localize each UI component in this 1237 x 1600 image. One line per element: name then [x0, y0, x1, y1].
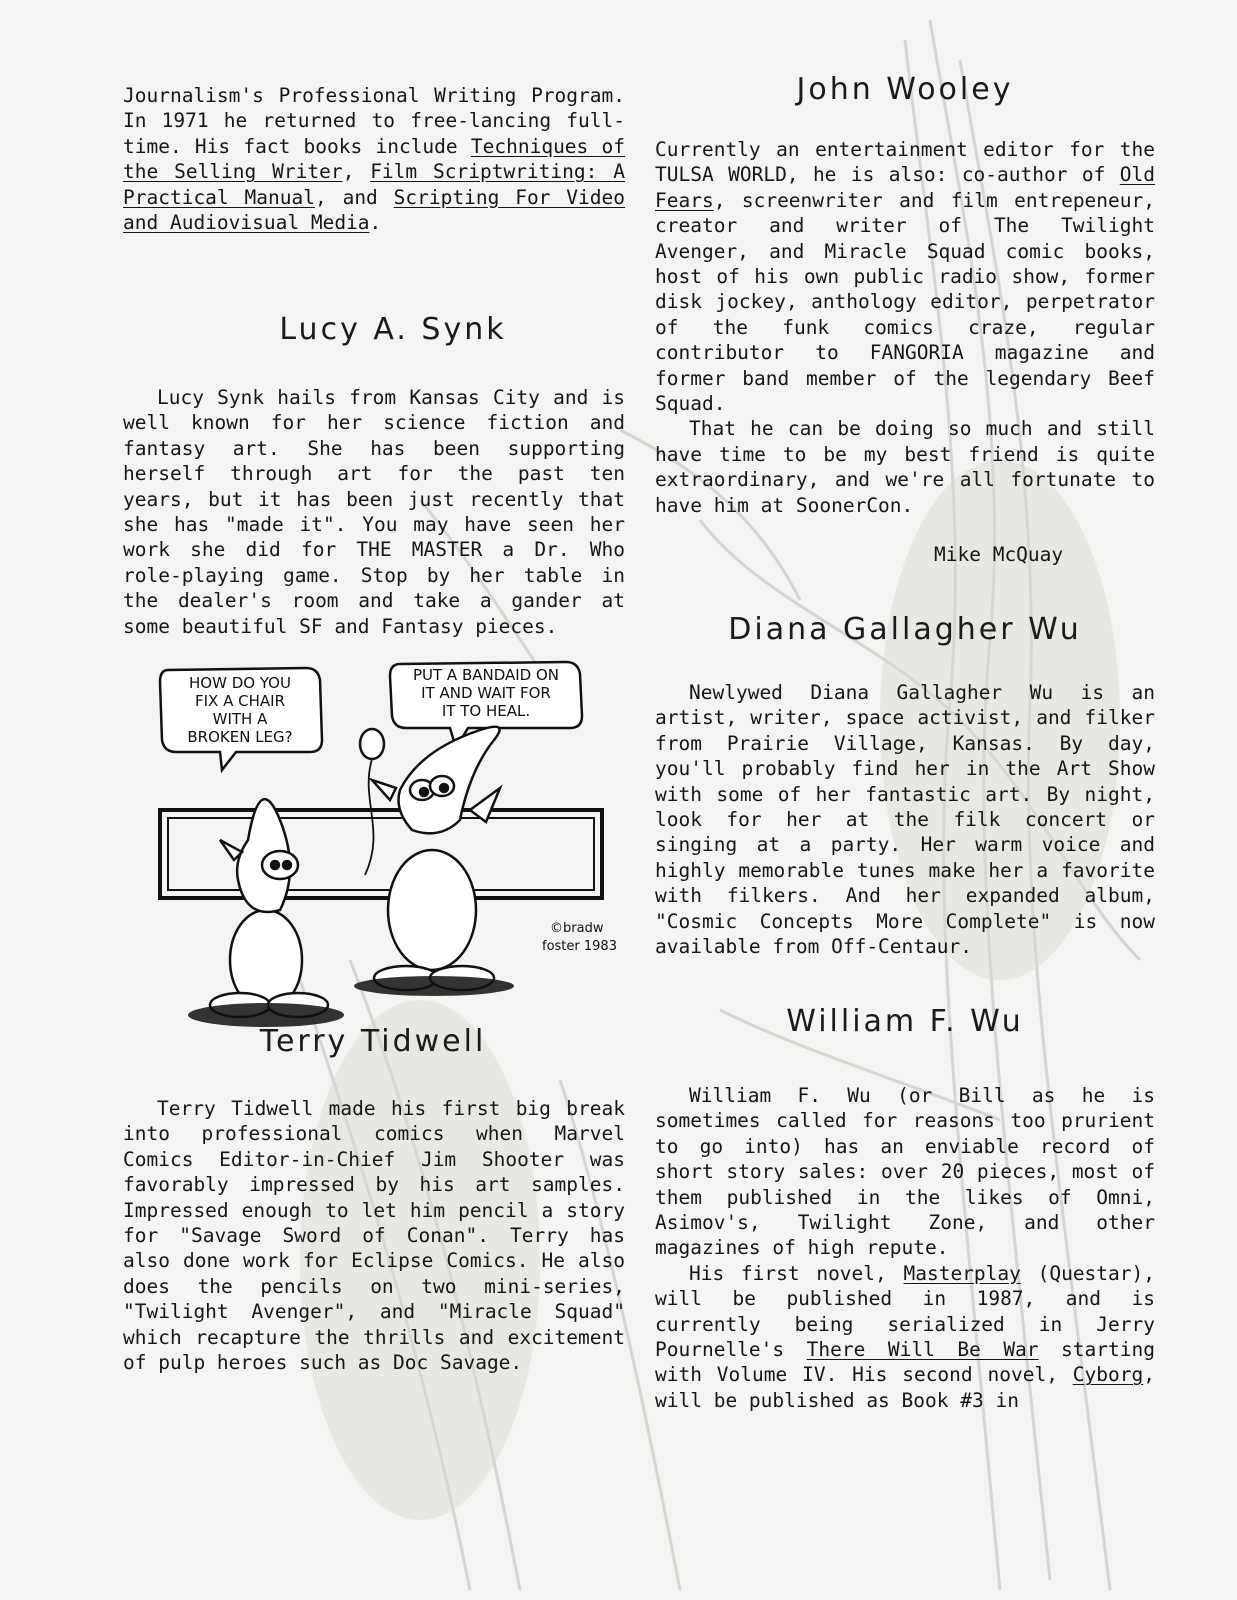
continuation-paragraph: Journalism's Professional Writing Program. In 1971 he returned to free-lancing full-time. His fact books include Techniques of the Selling Writer, Film Scriptwriting: A Practical Manual, and Scripting For Video and Audiovisual Media.	[123, 84, 625, 235]
john-bio-text: Currently an entertainment editor for the TULSA WORLD, he is also: co-author of	[655, 138, 1155, 187]
artist-signature: ©bradw	[550, 921, 604, 936]
heading-diana-gallagher-wu: Diana Gallagher Wu	[728, 612, 1082, 647]
book-title: Old Fears	[655, 163, 1155, 212]
cartoon-illustration	[150, 660, 630, 1030]
william-bio: William F. Wu (or Bill as he is sometimes called for reasons too prurient to go into) has an enviable record of short story sales: over 20 pieces, most of them published in the likes of Omni, Asimov's, Twilight Zone, and other magazines of high repute. His first novel, Masterplay (Questar), will be published in 1987, and is currently being serialized in Jerry Pournelle's There Will Be War starting with Volume IV. His second novel, Cyborg, will be published as Book #3 in	[655, 1084, 1155, 1412]
diana-bio	[655, 680, 1155, 959]
signature-mike-mcquay: Mike McQuay	[934, 543, 1064, 566]
terry-bio-text: Terry Tidwell made his first big break into professional comics when Marvel Comics Editor-in-Chief Jim Shooter was favorably impressed by his art samples. Impressed enough to let him pencil a story for "Savage Sword of Conan". Terry has also done work for Eclipse Comics. He also does the pencils on two mini-series, "Twilight Avenger", and "Miracle Squad" which recapture the thrills and excitement of pulp heroes such as Doc Savage.	[123, 1097, 625, 1375]
chair-frame	[160, 810, 602, 898]
artist-signature: foster 1983	[542, 939, 617, 954]
balloon	[360, 729, 384, 759]
bubble-left-line: WITH A	[212, 710, 268, 728]
heading-terry-tidwell: Terry Tidwell	[259, 1024, 487, 1059]
heading-john-wooley: John Wooley	[796, 72, 1014, 107]
bubble-right-line: IT TO HEAL.	[441, 702, 531, 720]
creature-right	[354, 727, 514, 996]
bubble-right-line: IT AND WAIT FOR	[421, 684, 551, 702]
william-bio-text: William F. Wu (or Bill as he is sometimes called for reasons too prurient to go into) has an enviable record of short story sales: over 20 pieces, most of them published in the likes of Omni, Asimov's, Twilight Zone, and other magazines of high repute.	[655, 1084, 1155, 1260]
john-bio-text: That he can be doing so much and still have time to be my best friend is quite extraordinary, and we're all fortunate to have him at SoonerCon.	[655, 417, 1155, 517]
book-title: Film Scriptwriting: A Practical Manual	[123, 160, 625, 209]
terry-bio	[123, 1096, 625, 1375]
heading-lucy-synk: Lucy A. Synk	[279, 312, 507, 347]
lucy-bio	[123, 385, 625, 639]
bubble-left-line: BROKEN LEG?	[187, 728, 293, 746]
book-title: There Will Be War	[806, 1338, 1039, 1362]
william-bio-text: His first novel,	[689, 1261, 904, 1285]
continuation-text: Journalism's Professional Writing Program. In 1971 he returned to free-lancing full-time. His fact books include	[123, 84, 625, 158]
book-title: Masterplay	[903, 1261, 1021, 1285]
bubble-left-line: HOW DO YOU	[189, 674, 291, 692]
lucy-bio-text: Lucy Synk hails from Kansas City and is well known for her science fiction and fantasy art. She has been supporting herself through art for the past ten years, but it has been just recently that she has "made it". You may have seen her work she did for THE MASTER a Dr. Who role-playing game. Stop by her table in the dealer's room and take a gander at some beautiful SF and Fantasy pieces.	[123, 386, 625, 638]
book-title: Scripting For Video and Audiovisual Media	[123, 185, 625, 235]
bubble-left-line: FIX A CHAIR	[195, 692, 285, 710]
john-bio: Currently an entertainment editor for the TULSA WORLD, he is also: co-author of Old Fears, screenwriter and film entrepeneur, creator and writer of The Twilight Avenger, and Miracle Squad comic books, host of his own public radio show, former disk jockey, anthology editor, perpetrator of the funk comics craze, regular contributor to FANGORIA magazine and former band member of the legendary Beef Squad. That he can be doing so much and still have time to be my best friend is quite extraordinary, and we're all fortunate to have him at SoonerCon.	[655, 138, 1155, 517]
book-title: Cyborg	[1072, 1363, 1144, 1387]
bubble-right-line: PUT A BANDAID ON	[412, 666, 560, 684]
book-title: Techniques of the Selling Writer	[123, 134, 625, 184]
heading-william-f-wu: William F. Wu	[786, 1004, 1024, 1039]
diana-bio-text: Newlywed Diana Gallagher Wu is an artist, writer, space activist, and filker from Prairie Village, Kansas. By day, you'll probably find her in the Art Show with some of her fantastic art. By night, look for her at the filk concert or singing at a party. Her warm voice and highly memorable tunes make her a favorite with filkers. And her expanded album, "Cosmic Concepts More Complete" is now available from Off-Centaur.	[655, 681, 1155, 959]
creature-left	[188, 799, 344, 1027]
